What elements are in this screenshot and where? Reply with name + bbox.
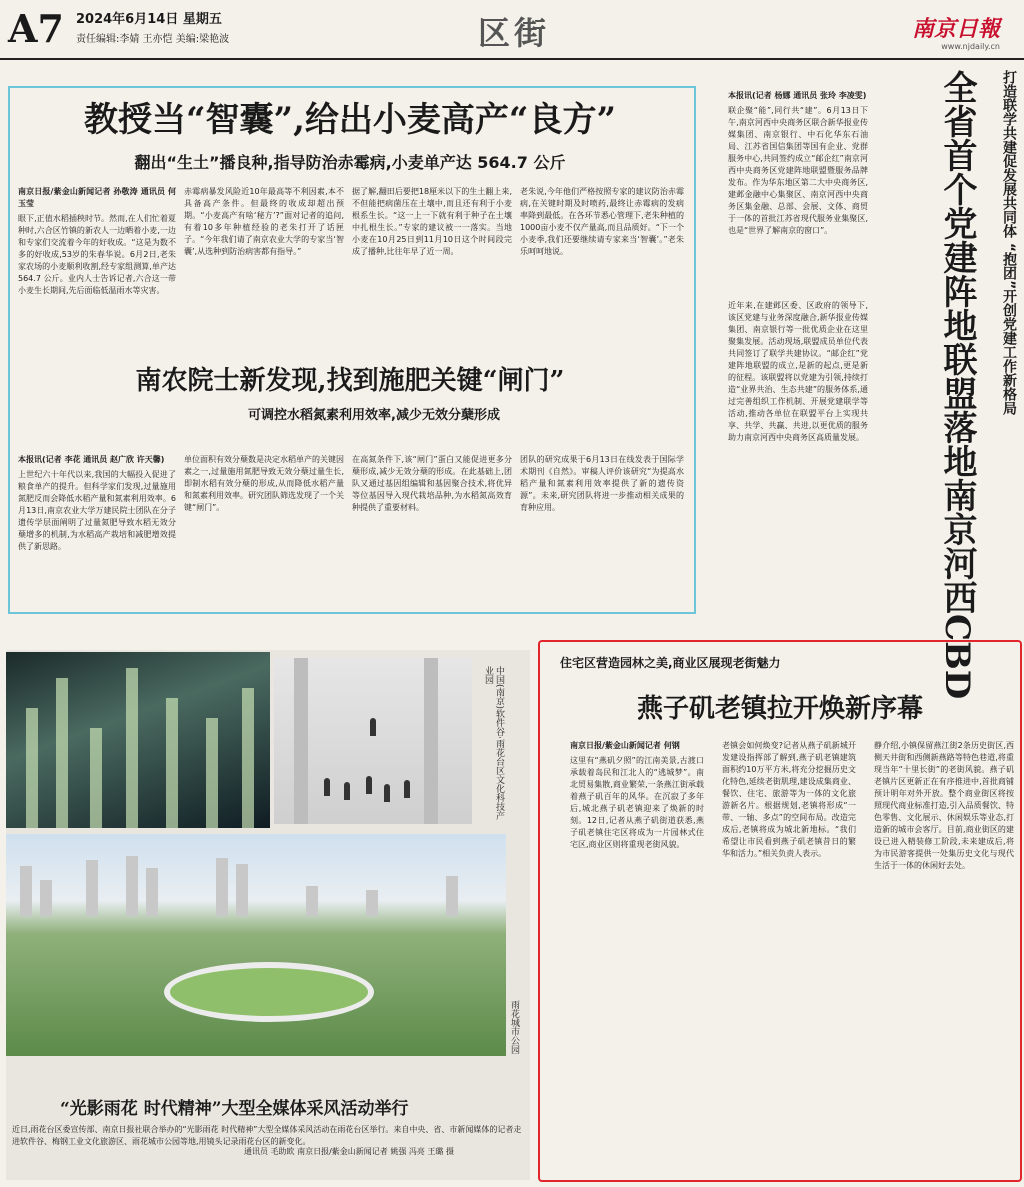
issue-date: 2024年6月14日 星期五 [76, 12, 222, 27]
photo2-caption: 中国(南京)软件谷·雨花台区文化科技产业园 [483, 666, 504, 820]
story2-column-1 [18, 454, 176, 606]
story2-text-4: 团队的研究成果于6月13日在线发表于国际学术期刊《自然》。审稿人评价该研究“为提高水稻产量和氮素利用效率提供了新的遗传资源”。未来,研究团队将进一步推动相关成果的育种应用。 [520, 455, 684, 512]
story1-text-4: 老朱说,今年他们严格按照专家的建议防治赤霉病,在关键时期及时喷药,最终让赤霉病的发病率降到最低。在各环节悉心管理下,老朱种植的1000亩小麦不仅产量高,而且品质好。“下一个小麦季,我们还要继续请专家来当‘智囊’。”老朱乐呵呵地说。 [520, 187, 684, 256]
photo-software-valley [274, 658, 472, 824]
story4-text-1: 这里有“燕矶夕照”的江南美景,古渡口承载着岛民和江北人的“逃城梦”。南北贸易集散,商业繁荣,一条燕江街承载着燕子矶百年的风华。在沉寂了多年后,城北燕子矶老镇迎来了焕新的时刻。12日,记者从燕子矶街道获悉,燕子矶老镇住宅区将成为一片园林式住宅区,商业区则将重现老街风貌。 [570, 756, 704, 849]
page-number: A7 [8, 6, 64, 51]
section-title: 区街 [478, 14, 551, 52]
editor-credits: 责任编辑:李婧 王亦恺 美编:梁艳波 [76, 34, 230, 45]
newspaper-logo: 南京日報 [911, 16, 1000, 42]
photo-feature-credit: 通讯员 毛助欧 南京日报/紫金山新闻记者 姚强 冯亮 王璐 摄 [244, 1147, 454, 1156]
story1-subhead: 翻出“生土”播良种,指导防治赤霉病,小麦单产达 564.7 公斤 [134, 153, 566, 172]
story1-headline: 教授当“智囊”,给出小麦高产“良方” [83, 100, 617, 140]
park-ring-walkway [164, 962, 374, 1022]
photo3-caption: 雨花城市公园 [509, 1000, 519, 1054]
story4-column-1 [570, 740, 704, 1176]
story3-text-2: 近年来,在建邺区委、区政府的领导下,该区党建与业务深度融合,新华报业传媒集团、南京银行等一批优质企业在这里聚集发展。活动现场,联盟成员单位代表共同签订了联学共建协议。“邮企红”党建阵地联盟的成立,是新的起点,更是新的征程。该联盟将以党建为引领,持续打造“业界共治、生态共建”的服务体系,通过完善组织工作机制、开展党建联学等活动,推动各单位在联盟平台上实现共享、共学、共赢、共进,以更优质的服务助力南京河西中央商务区高质量发展。 [728, 300, 868, 610]
story2-text-2: 单位面积有效分蘖数是决定水稻单产的关键因素之一,过量施用氮肥导致无效分蘖过量生长,即制水稻有效分蘖的形成,从而降低水稻产量和氮素利用效率。研究团队筛选发现了一个关键“闸门”。 [184, 455, 344, 512]
newspaper-url: www.njdaily.cn [941, 42, 1000, 51]
photo-yuhua-city-park [6, 834, 506, 1056]
masthead [0, 0, 1024, 60]
story1-text-2: 赤霉病暴发风险近10年最高等不利因素,本不具备高产条件。但最终的收成却超出预期。“小麦高产有啥‘秘方’?”面对记者的追问,有着10多年种植经验的老朱打开了话匣子。“今年我们请了南京农业大学的专家当‘智囊’,从选种到防治病害都有指导。” [184, 187, 344, 256]
story4-text-2: 老镇会如何焕变?记者从燕子矶新城开发建设指挥部了解到,燕子矶老镇建筑面积约10万平方米,将充分挖掘历史文化特色,延续老街肌理,建设成集商业、餐饮、住宅、旅游等为一体的文化旅游新名片。根据规划,老镇将形成“一带、一轴、多点”的空间布局。改造完成后,老镇将成为城北新地标。“我们希望让市民看到燕子矶老镇昔日的繁华和活力。”相关负责人表示。 [722, 741, 856, 858]
story2-headline: 南农院士新发现,找到施肥关键“闸门” [135, 366, 565, 396]
story2-byline: 本报讯(记者 李花 通讯员 赵广欣 许天馨) [18, 455, 165, 464]
story4-byline: 南京日报/紫金山新闻记者 何钢 [570, 741, 680, 750]
story2-text-3: 在高氮条件下,该“闸门”蛋白又能促进更多分蘖形成,减少无效分蘖的形成。在此基础上,团队又通过基因组编辑和基因聚合技术,将优异等位基因导入现代栽培品种,为水稻氮高效育种提供了重要材料。 [352, 455, 512, 512]
story3-text-1: 联企聚“能”,同行共“建”。6月13日下午,南京河西中央商务区联合新华报业传媒集团、南京银行、中石化华东石油局、江苏省国信集团等国有企业、党群服务中心,共同签约成立“邮企红”南京河西中央商务区党建阵地联盟暨服务品牌发布。作为华东地区第二大中央商务区,建邺金融中心集聚区、南京河西中央商务区集金融、总部、会展、文体、商贸于一体的首批江苏省现代服务业集聚区,也是“世界了解南京的窗口”。 [728, 106, 868, 235]
photo-feature-headline: “光影雨花 时代精神”大型全媒体采风活动举行 [60, 1099, 409, 1119]
story1-text-1: 眼下,正值水稻插秧时节。然而,在人们忙着夏种时,六合区竹镇的新农人一边晒着小麦,一边和专家们交流着今年的好收成。“这是为数不多的好收成,53岁的朱春华说。6月2日,老朱家农场的小麦顺利收割,经专家组测算,单产达 564.7 公斤。业内人士告诉记者,六合这一带小麦生长期间,先后面临低温雨水等灾害。 [18, 214, 176, 295]
photo-feature-text: 近日,雨花台区委宣传部、南京日报社联合举办的“光影雨花 时代精神”大型全媒体采风活动在雨花台区举行。来自中央、省、市新闻媒体的记者走进软件谷、梅钢工业文化旅游区、雨花城市公园等地,用镜头记录雨花台区的新变化。 [12, 1125, 522, 1146]
story1-column-1 [18, 186, 176, 350]
story2-subhead: 可调控水稻氮素利用效率,减少无效分蘖形成 [248, 408, 500, 423]
story1-text-3: 据了解,翻田后要把18厘米以下的生土翻上来,不但能把病菌压在土壤中,而且还有利于小麦根系生长。“这一上一下就有利于种子在土壤中扎根生长。”专家的建议被一一落实。当地小麦在10月25日到11月10日这个时间段完成了播种,比往年早了近一周。 [352, 187, 512, 256]
story3-byline: 本报讯(记者 杨娜 通讯员 张玲 李凌雯) [728, 91, 867, 100]
story2-text-1: 上世纪六十年代以来,我国的大幅投入促进了粮食单产的提升。但科学家们发现,过量施用氮肥反而会降低水稻产量和氮素利用效率。6月13日,南京农业大学万建民院士团队在分子遗传学层面阐明了过量氮肥导致水稻无效分蘖增多的机制,为水稻高产栽培和减肥增效提供了新思路。 [18, 470, 176, 551]
story4-text-3: 静介绍,小镇保留燕江街2条历史街区,西侧天井街和西侧新燕路等特色巷道,将重现当年“十里长街”的老街风貌。燕子矶老镇片区更新正在有序推进中,首批商铺预计明年对外开放。整个商业街区将按照现代商业标准打造,引入品质餐饮、特色零售、文化展示、休闲娱乐等业态,打造新的城市会客厅。目前,商业街区的建设已进入精装修工阶段,未来建成后,将为市民游客提供一处集历史文化与现代生活于一体的休闲好去处。 [874, 741, 1014, 870]
story4-headline: 燕子矶老镇拉开焕新序幕 [636, 694, 923, 724]
story4-kicker: 住宅区营造园林之美,商业区展现老街魅力 [560, 656, 781, 670]
story1-byline: 南京日报/紫金山新闻记者 孙敬涛 通讯员 何玉莹 [18, 187, 176, 208]
story3-vertical-headline: 全省首个党建阵地联盟落地南京河西CBD [937, 70, 977, 700]
story3-vertical-subtitle: 打造联学共建促发展共同体 “抱团”开创党建工作新格局 [1001, 70, 1017, 416]
photo-steel-industrial-park [6, 652, 270, 828]
